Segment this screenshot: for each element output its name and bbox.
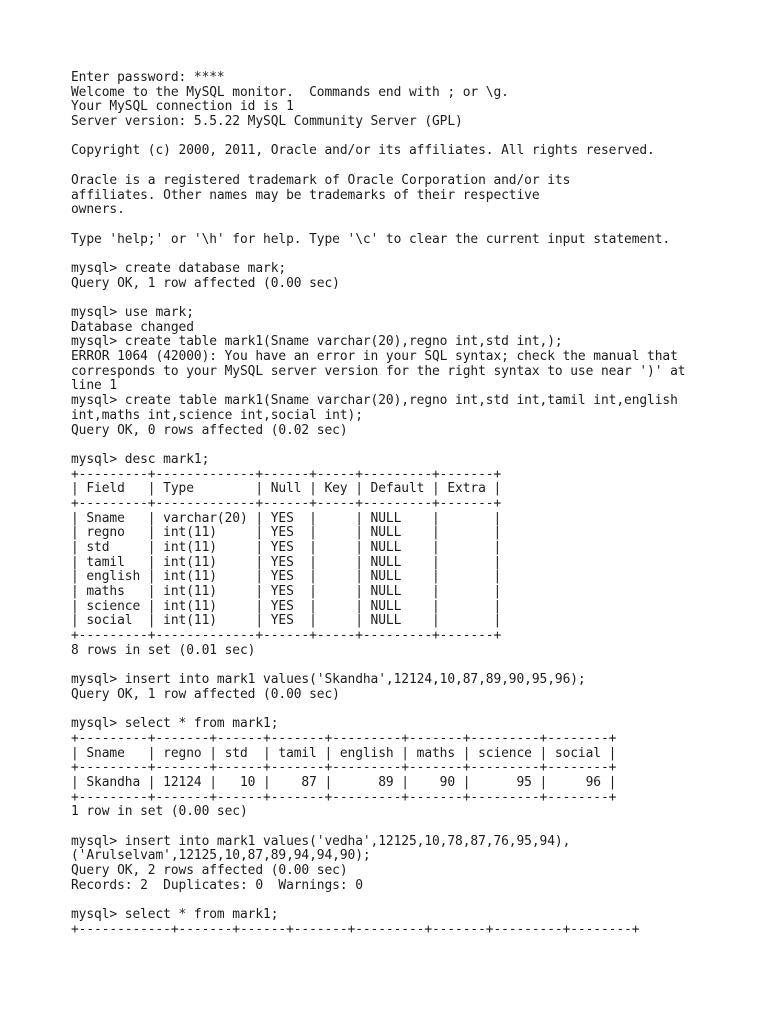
console-line: mysql> create database mark; [71, 260, 287, 276]
console-line [71, 218, 761, 233]
console-line: +---------+-------+------+-------+---------+-------+---------+--------+ [71, 760, 617, 776]
console-line: Server version: 5.5.22 MySQL Community Server (GPL) [71, 114, 463, 130]
console-line: Records: 2 Duplicates: 0 Warnings: 0 [71, 877, 363, 893]
console-line: Your MySQL connection id is 1 [71, 99, 294, 115]
console-line: | science | int(11) | YES | | NULL | | [71, 598, 502, 614]
mysql-console-output [71, 71, 761, 938]
console-line: mysql> select * from mark1; [71, 907, 279, 923]
console-line: +---------+-------------+------+-----+---------+-------+ [71, 466, 502, 482]
console-line: owners. [71, 202, 125, 218]
console-line [71, 247, 761, 262]
console-line: 1 row in set (0.00 sec) [71, 804, 248, 820]
console-line: Query OK, 0 rows affected (0.02 sec) [71, 422, 348, 438]
console-line: int,maths int,science int,social int); [71, 407, 363, 423]
console-line: line 1 [71, 378, 118, 394]
console-line: Welcome to the MySQL monitor. Commands end with ; or \g. [71, 84, 509, 100]
console-line: ERROR 1064 (42000): You have an error in your SQL syntax; check the manual that [71, 349, 678, 365]
console-line: | regno | int(11) | YES | | NULL | | [71, 525, 502, 541]
console-line [71, 820, 761, 835]
console-line: corresponds to your MySQL server version for the right syntax to use near ')' at [71, 363, 686, 379]
console-line [71, 130, 761, 145]
console-line: mysql> insert into mark1 values('vedha',12125,10,78,87,76,95,94), [71, 833, 571, 849]
console-line: +---------+-------+------+-------+---------+-------+---------+--------+ [71, 789, 617, 805]
console-line: | Field | Type | Null | Key | Default | Extra | [71, 481, 502, 497]
console-line: mysql> create table mark1(Sname varchar(20),regno int,std int,); [71, 334, 563, 350]
console-line: mysql> insert into mark1 values('Skandha',12124,10,87,89,90,95,96); [71, 672, 586, 688]
console-line: Copyright (c) 2000, 2011, Oracle and/or its affiliates. All rights reserved. [71, 143, 655, 159]
console-line: +---------+-------------+------+-----+---------+-------+ [71, 495, 502, 511]
console-line [71, 291, 761, 306]
console-line: | maths | int(11) | YES | | NULL | | [71, 584, 502, 600]
console-line: +---------+-------+------+-------+---------+-------+---------+--------+ [71, 730, 617, 746]
console-line: | Skandha | 12124 | 10 | 87 | 89 | 90 | 95 | 96 | [71, 775, 617, 790]
console-line: 8 rows in set (0.01 sec) [71, 642, 256, 658]
console-line: Enter password: **** [71, 70, 225, 85]
console-line: Query OK, 1 row affected (0.00 sec) [71, 275, 340, 291]
console-line: mysql> select * from mark1; [71, 716, 279, 732]
console-line: Oracle is a registered trademark of Oracle Corporation and/or its [71, 172, 571, 188]
console-line: +---------+-------------+------+-----+---------+-------+ [71, 628, 502, 644]
console-line [71, 659, 761, 674]
console-line [71, 894, 761, 909]
console-line: affiliates. Other names may be trademarks of their respective [71, 187, 540, 203]
console-line: | tamil | int(11) | YES | | NULL | | [71, 554, 502, 570]
console-line: Query OK, 2 rows affected (0.00 sec) [71, 863, 348, 879]
console-line: mysql> use mark; [71, 305, 194, 320]
console-line: +------------+-------+------+-------+---------+-------+---------+--------+ [71, 921, 640, 937]
console-line: | std | int(11) | YES | | NULL | | [71, 540, 502, 555]
console-line: Database changed [71, 319, 194, 335]
console-line: | Sname | regno | std | tamil | english | maths | science | social | [71, 745, 617, 761]
console-line: | Sname | varchar(20) | YES | | NULL | | [71, 510, 502, 526]
console-line: ('Arulselvam',12125,10,87,89,94,94,90); [71, 848, 371, 864]
console-line: mysql> create table mark1(Sname varchar(20),regno int,std int,tamil int,english [71, 393, 678, 409]
console-line: Type 'help;' or '\h' for help. Type '\c' to clear the current input statement. [71, 231, 671, 247]
console-line: mysql> desc mark1; [71, 451, 210, 467]
console-line: | social | int(11) | YES | | NULL | | [71, 613, 502, 629]
console-line [71, 159, 761, 174]
console-line [71, 703, 761, 718]
console-line: | english | int(11) | YES | | NULL | | [71, 569, 502, 585]
console-line: Query OK, 1 row affected (0.00 sec) [71, 686, 340, 702]
console-line [71, 438, 761, 453]
